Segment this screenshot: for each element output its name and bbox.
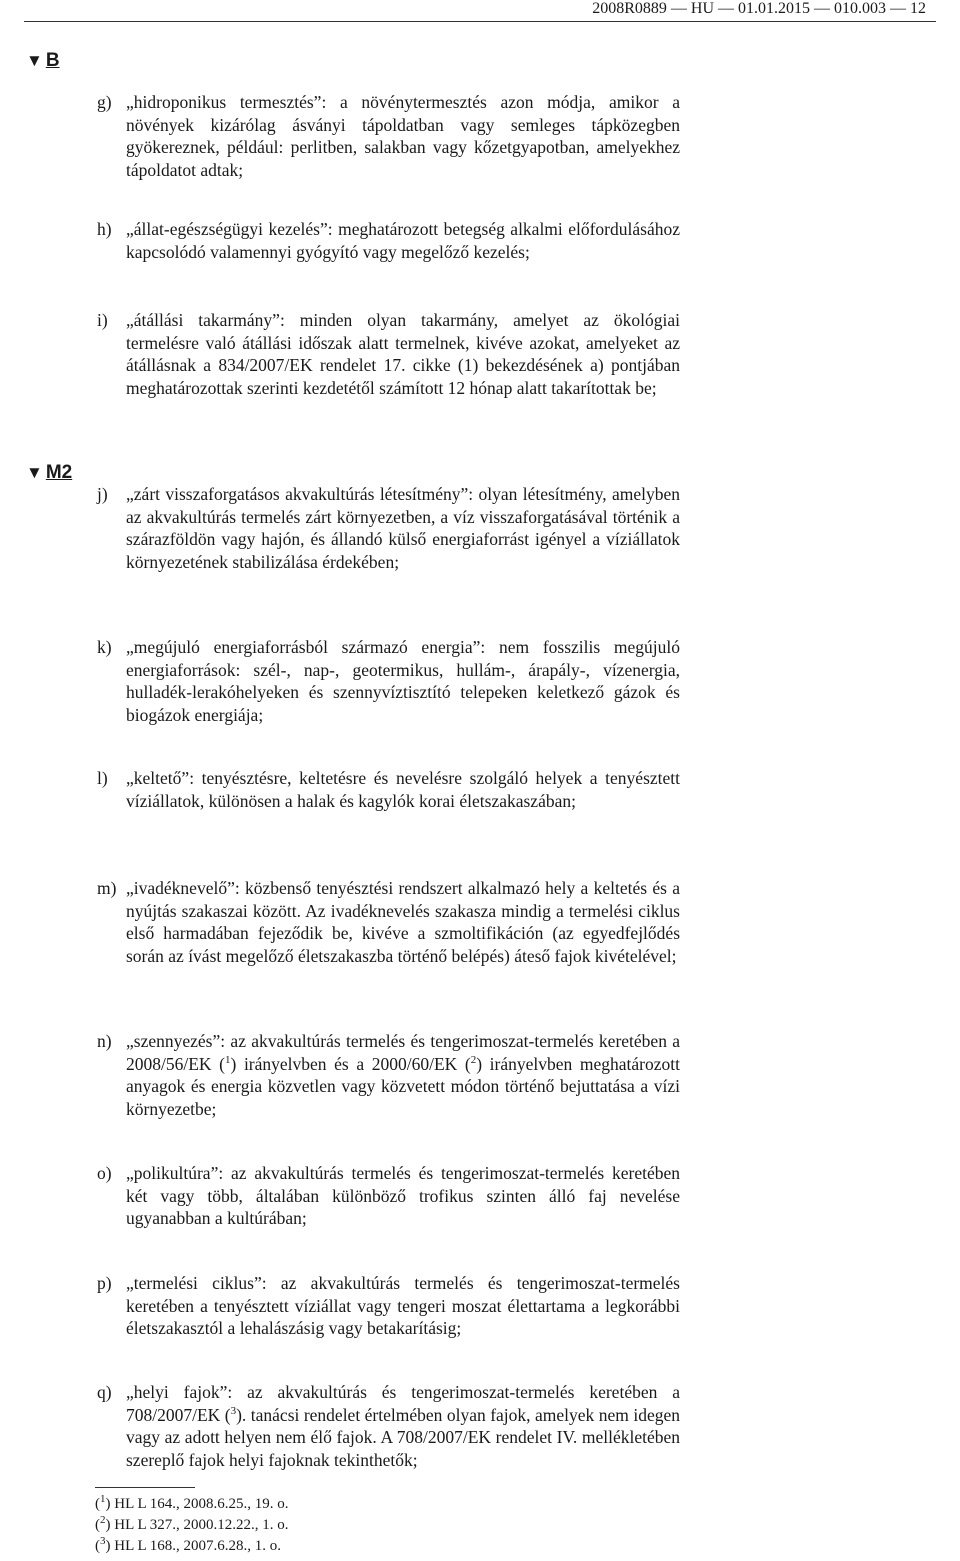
item-key: l) (97, 768, 108, 788)
footnote-number: 3 (100, 1535, 106, 1547)
definition-item-o (97, 1162, 680, 1230)
footnote-number: 2 (100, 1514, 106, 1526)
item-key: i) (97, 310, 108, 330)
footnote-number: 1 (100, 1493, 106, 1505)
triangle-down-icon: ▼ (26, 463, 43, 482)
defined-term: „ átállási takarmány ” (126, 310, 280, 330)
definition-text: : a növénytermesztés azon módja, amikor a növények kizárólag ásványi tápoldatban vagy semleges tápközegben gyökereznek, például: perlitben, salakban vagy kőzetgyapotban, amelyekhez tápoldatot adtak; (126, 92, 680, 180)
definition-text: ). tanácsi rendelet értelmében olyan fajok, amelyek nem idegen vagy az adott helyen nem élő fajok. A 708/2007/EK rendelet IV. mellékletében szereplő fajok helyi fajoknak tekinthetők; (126, 1404, 680, 1470)
footnote-ref[interactable]: 1 (225, 1053, 231, 1066)
item-key: g) (97, 92, 112, 112)
item-key: q) (97, 1382, 112, 1402)
definition-text: : az akvakultúrás termelés és tengerimoszat-termelés keretében a 2008/56/EK ( (126, 1031, 680, 1074)
item-key: p) (97, 1273, 112, 1293)
footnote-ref[interactable]: 3 (230, 1404, 237, 1417)
defined-term: „ ivadéknevelő ” (126, 878, 235, 898)
definition-text: : az akvakultúrás termelés és tengerimoszat-termelés keretében két vagy több, általában különböző trofikus szinten álló faj nevelése ugyanabban a kultúrában; (126, 1163, 680, 1229)
triangle-down-icon: ▼ (26, 51, 43, 70)
defined-term: „ zárt visszaforgatásos akvakultúrás létesítmény ” (126, 484, 468, 504)
definition-text: : az akvakultúrás és tengerimoszat-termelés keretében a 708/2007/EK ( (126, 1382, 680, 1425)
item-key: h) (97, 219, 112, 239)
footnote-2: ($^2$) HL L 327., 2000.12.22., 1. o. (95, 1514, 289, 1533)
footnote-ref[interactable]: 2 (470, 1053, 477, 1066)
defined-term: „ helyi fajok ” (126, 1382, 227, 1402)
defined-term: „ megújuló energiaforrásból származó energia ” (126, 637, 480, 657)
page-header: 2008R0889 — HU — 01.01.2015 — 010.003 — 12 (592, 0, 926, 17)
definition-text: : az akvakultúrás termelés és tengerimoszat-termelés keretében a tenyésztett víziállat vagy tengeri moszat élettartama a legkorábbi életszakasztól a lehalászásig vagy betakarításig; (126, 1273, 680, 1339)
defined-term: „ polikultúra ” (126, 1163, 218, 1183)
header-rule (24, 21, 936, 22)
defined-term: „ állat-egészségügyi kezelés ” (126, 219, 328, 239)
amendment-marker-b (26, 50, 60, 72)
definition-item-p (97, 1272, 680, 1340)
definition-item-j (97, 483, 680, 573)
defined-term: „ termelési ciklus ” (126, 1273, 262, 1293)
definition-text: : olyan létesítmény, amelyben az akvakultúrás termelés zárt környezetben, a víz visszaforgatásával történik a szárazföldön vagy hajón, és állandó külső energiaforrást igényel a víziállatok környezetének stabilizálása érdekében; (126, 484, 680, 572)
definition-item-q (97, 1381, 680, 1471)
definition-text: ) irányelvben meghatározott anyagok és energia közvetlen vagy közvetett módon történő bejuttatása a vízi környezetbe; (126, 1053, 680, 1119)
item-key: m) (97, 878, 117, 898)
footnote-3: ($^3$) HL L 168., 2007.6.28., 1. o. (95, 1535, 282, 1554)
definition-text: : tenyésztésre, keltetésre és nevelésre szolgáló helyek a tenyésztett víziállatok, különösen a halak és kagylók korai életszakaszában; (126, 768, 680, 811)
footnote-text: HL L 327., 2000.12.22., 1. o. (114, 1517, 289, 1533)
footnote-1: ($^1$) HL L 164., 2008.6.25., 19. o. (95, 1493, 289, 1512)
definition-item-k (97, 636, 680, 726)
definition-text: ) irányelvben és a 2000/60/EK ( (230, 1053, 471, 1074)
definition-item-n (97, 1030, 680, 1120)
item-key: k) (97, 637, 112, 657)
item-key: n) (97, 1031, 112, 1051)
defined-term: „ szennyezés ” (126, 1031, 220, 1051)
marker-label: M2 (45, 462, 73, 483)
definition-text: : közbenső tenyésztési rendszert alkalmazó hely a keltetés és a nyújtás szakaszai között. Az ivadéknevelés szakasza mindig a termelési ciklus első harmadában fejeződik be, kivéve a szmoltifikáción (az egyedfejlődés során az ívást megelőző életszakaszba történő belépés) áteső fajok kivételével; (126, 878, 680, 966)
definition-text: : meghatározott betegség alkalmi előfordulásához kapcsolódó valamennyi gyógyító vagy megelőző kezelés; (126, 219, 680, 262)
footnote-text: HL L 168., 2007.6.28., 1. o. (114, 1538, 282, 1554)
definition-item-h (97, 218, 680, 263)
definition-item-i (97, 309, 680, 399)
footnote-text: HL L 164., 2008.6.25., 19. o. (114, 1496, 289, 1512)
item-key: o) (97, 1163, 112, 1183)
defined-term: „ hidroponikus termesztés ” (126, 92, 321, 112)
definition-text: : nem fosszilis megújuló energiaforrások: szél-, nap-, geotermikus, hullám-, árapály-, vízenergia, hulladék-lerakóhelyeken és szennyvíztisztító telepeken keletkező gázok és biogázok energiája; (126, 637, 680, 725)
defined-term: „ keltető ” (126, 768, 189, 788)
marker-label: B (45, 50, 60, 71)
definition-item-g (97, 91, 680, 181)
footnote-rule (95, 1487, 195, 1488)
item-key: j) (97, 484, 108, 504)
definition-item-l (97, 767, 680, 812)
amendment-marker-m2 (26, 462, 72, 484)
definition-item-m (97, 877, 680, 967)
definition-text: : minden olyan takarmány, amelyet az ökológiai termelésre való átállási időszak alatt termelnek, kivéve azokat, amelyeket az átállásnak a 834/2007/EK rendelet 17. cikke (1) bekezdésének a) pontjában meghatározottak szerinti kezdetétől számított 12 hónap alatt takarítottak be; (126, 310, 680, 398)
